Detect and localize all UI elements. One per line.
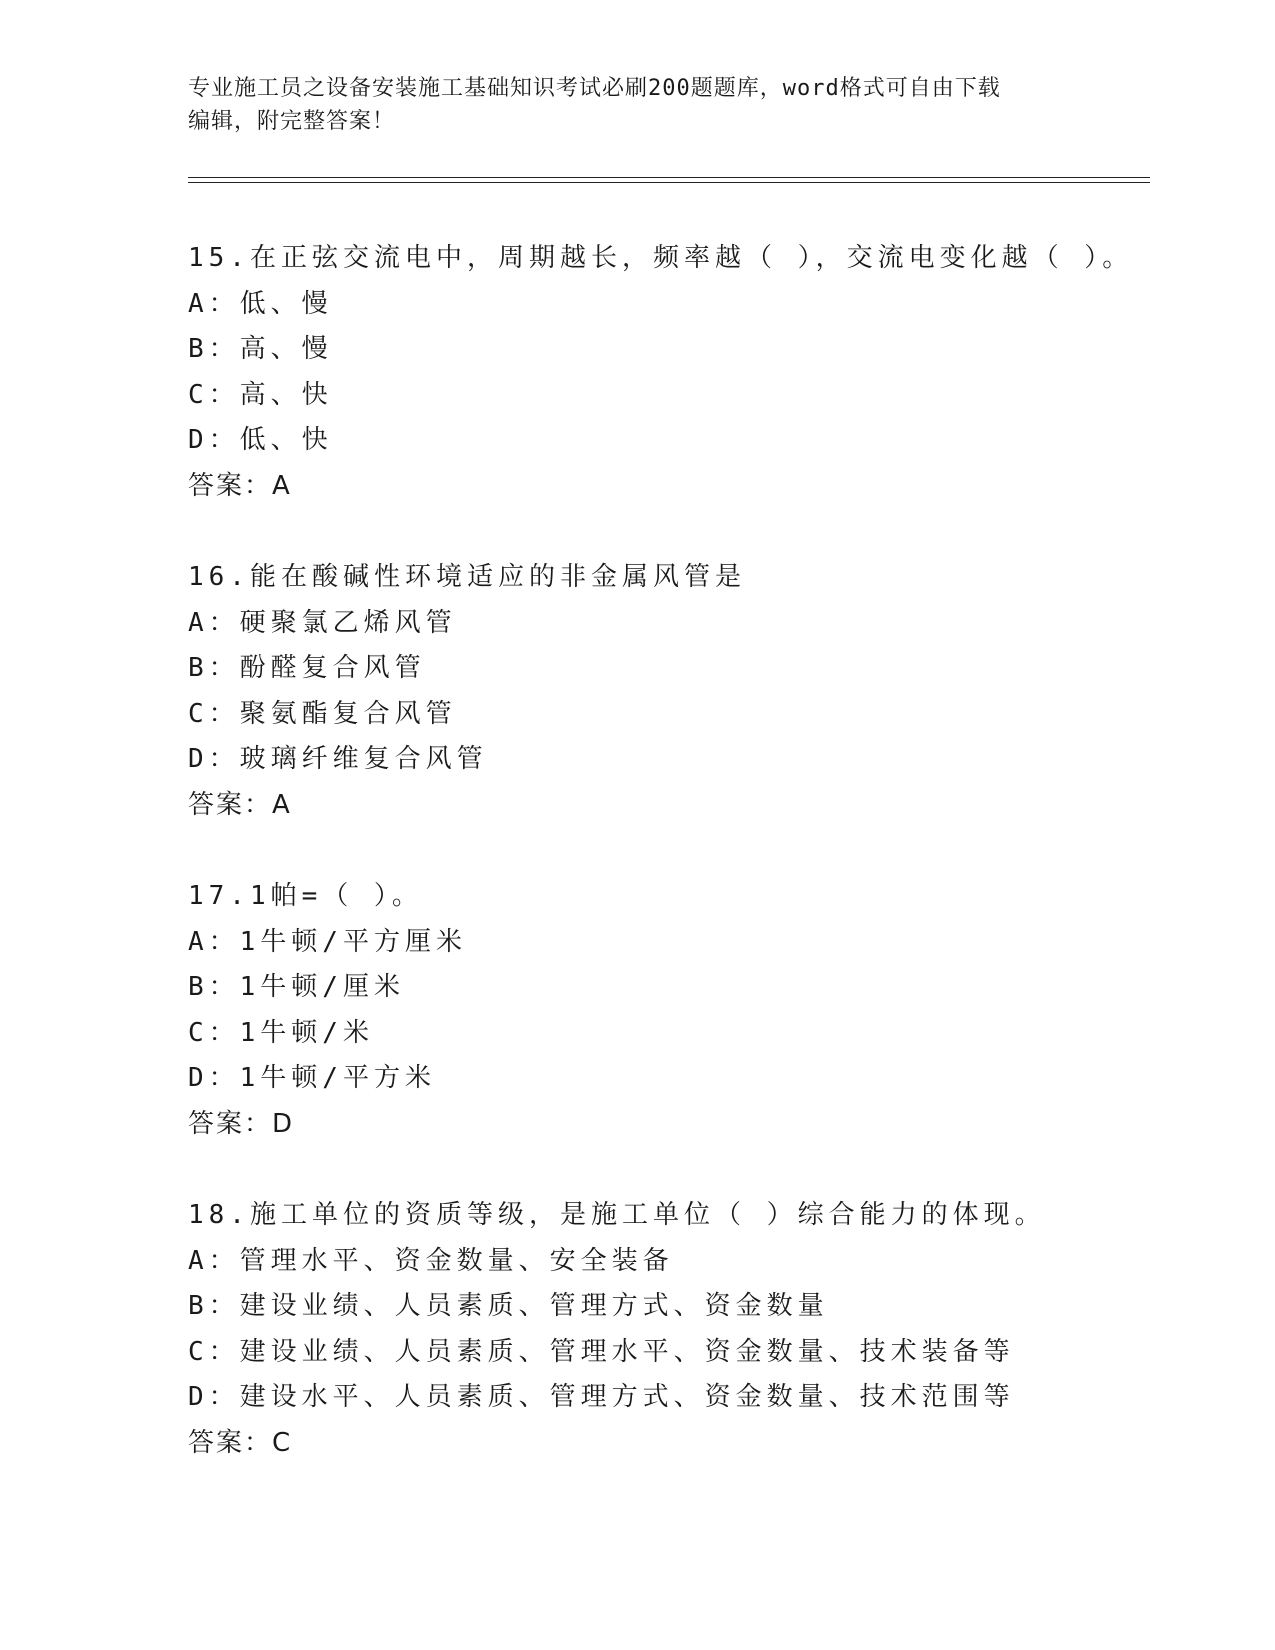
answer-line: 答案：A [188,470,292,501]
document-header [188,72,1088,138]
option-c: C：1牛顿/米 [188,1017,374,1048]
header-divider-bottom [188,182,1150,183]
question-15 [188,236,1148,509]
option-d: D：低、快 [188,425,333,455]
answer-line: 答案：A [188,789,292,820]
header-title-line-2: 编辑，附完整答案！ [188,109,396,134]
question-16 [188,555,1148,828]
question-stem: 15.在正弦交流电中，周期越长，频率越（ ），交流电变化越（ ）。 [188,243,1134,273]
question-stem: 17.1帕=（ ）。 [188,881,423,911]
option-b: B：建设业绩、人员素质、管理方式、资金数量 [188,1291,829,1321]
question-stem: 18.施工单位的资质等级，是施工单位（ ）综合能力的体现。 [188,1200,1046,1230]
option-c: C：高、快 [188,379,333,410]
option-b: B：1牛顿/厘米 [188,972,405,1002]
answer-line: 答案：D [188,1108,295,1139]
option-d: D：玻璃纤维复合风管 [188,744,488,774]
option-c: C：建设业绩、人员素质、管理水平、资金数量、技术装备等 [188,1336,1015,1367]
option-b: B：高、慢 [188,334,333,364]
question-17 [188,874,1148,1147]
option-d: D：建设水平、人员素质、管理方式、资金数量、技术范围等 [188,1382,1015,1412]
option-c: C：聚氨酯复合风管 [188,698,457,729]
option-a: A：低、慢 [188,288,333,319]
header-title-line-1: 专业施工员之设备安装施工基础知识考试必刷200题题库，word格式可自由下载 [188,76,1001,101]
option-d: D：1牛顿/平方米 [188,1063,436,1093]
question-18 [188,1193,1148,1466]
answer-line: 答案：C [188,1427,293,1458]
header-divider-top [188,177,1150,178]
option-a: A：管理水平、资金数量、安全装备 [188,1245,674,1276]
option-b: B：酚醛复合风管 [188,653,426,683]
question-stem: 16.能在酸碱性环境适应的非金属风管是 [188,562,746,592]
option-a: A：1牛顿/平方厘米 [188,926,467,957]
option-a: A：硬聚氯乙烯风管 [188,607,457,638]
